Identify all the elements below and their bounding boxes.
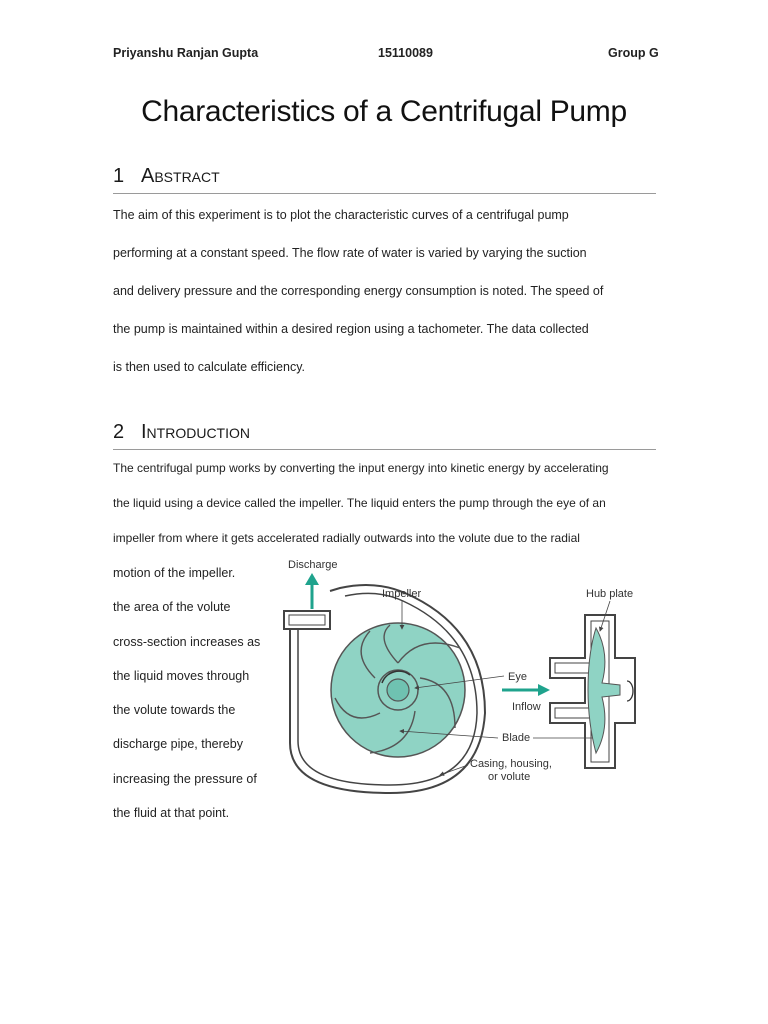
- label-hub-plate: Hub plate: [586, 588, 634, 600]
- label-discharge: Discharge: [288, 559, 338, 571]
- section-number: 1: [113, 165, 125, 187]
- paragraph-line: The centrifugal pump works by converting the input energy into kinetic energy by accelerating: [113, 461, 609, 475]
- paragraph-line: is then used to calculate efficiency.: [113, 360, 306, 374]
- paragraph-line: the liquid moves through: [113, 668, 250, 683]
- section-heading-abstract: [113, 165, 656, 194]
- label-casing-line2: or volute: [488, 771, 531, 783]
- header-roll-number: 15110089: [378, 46, 433, 60]
- paragraph-line: performing at a constant speed. The flow rate of water is varied by varying the suction: [113, 246, 587, 260]
- header-group: Group G: [608, 46, 659, 60]
- abstract-paragraph: [113, 206, 658, 396]
- impeller-eye: [387, 679, 409, 701]
- paragraph-line: the pump is maintained within a desired region using a tachometer. The data collected: [113, 322, 589, 336]
- label-eye: Eye: [508, 671, 527, 683]
- section-heading-introduction: [113, 421, 656, 450]
- paragraph-line: the volute towards the: [113, 703, 236, 718]
- introduction-paragraph: [113, 459, 658, 564]
- paragraph-line: discharge pipe, thereby: [113, 737, 243, 752]
- paragraph-line: and delivery pressure and the corresponding energy consumption is noted. The speed of: [113, 284, 604, 298]
- label-blade: Blade: [502, 732, 531, 744]
- header-author: Priyanshu Ranjan Gupta: [113, 46, 259, 60]
- introduction-side-text: [113, 564, 283, 838]
- label-inflow: Inflow: [512, 701, 541, 713]
- page-title: Characteristics of a Centrifugal Pump: [141, 95, 627, 128]
- paragraph-line: increasing the pressure of: [113, 771, 257, 786]
- label-casing-line1: Casing, housing,: [470, 758, 552, 770]
- paragraph-line: cross-section increases as: [113, 634, 261, 649]
- paragraph-line: The aim of this experiment is to plot the characteristic curves of a centrifugal pump: [113, 208, 569, 222]
- section-title: Abstract: [141, 165, 220, 187]
- paragraph-line: impeller from where it gets accelerated radially outwards into the volute due to the radial: [113, 531, 580, 545]
- centrifugal-pump-diagram: [270, 553, 670, 803]
- paragraph-line: the area of the volute: [113, 600, 231, 615]
- section-number: 2: [113, 421, 125, 443]
- paragraph-line: the liquid using a device called the impeller. The liquid enters the pump through the eye of an: [113, 496, 606, 510]
- paragraph-line: motion of the impeller.: [113, 566, 236, 580]
- paragraph-line: the fluid at that point.: [113, 806, 230, 821]
- section-title: Introduction: [141, 421, 250, 443]
- label-impeller: Impeller: [382, 588, 422, 600]
- pump-side-view: [550, 615, 635, 768]
